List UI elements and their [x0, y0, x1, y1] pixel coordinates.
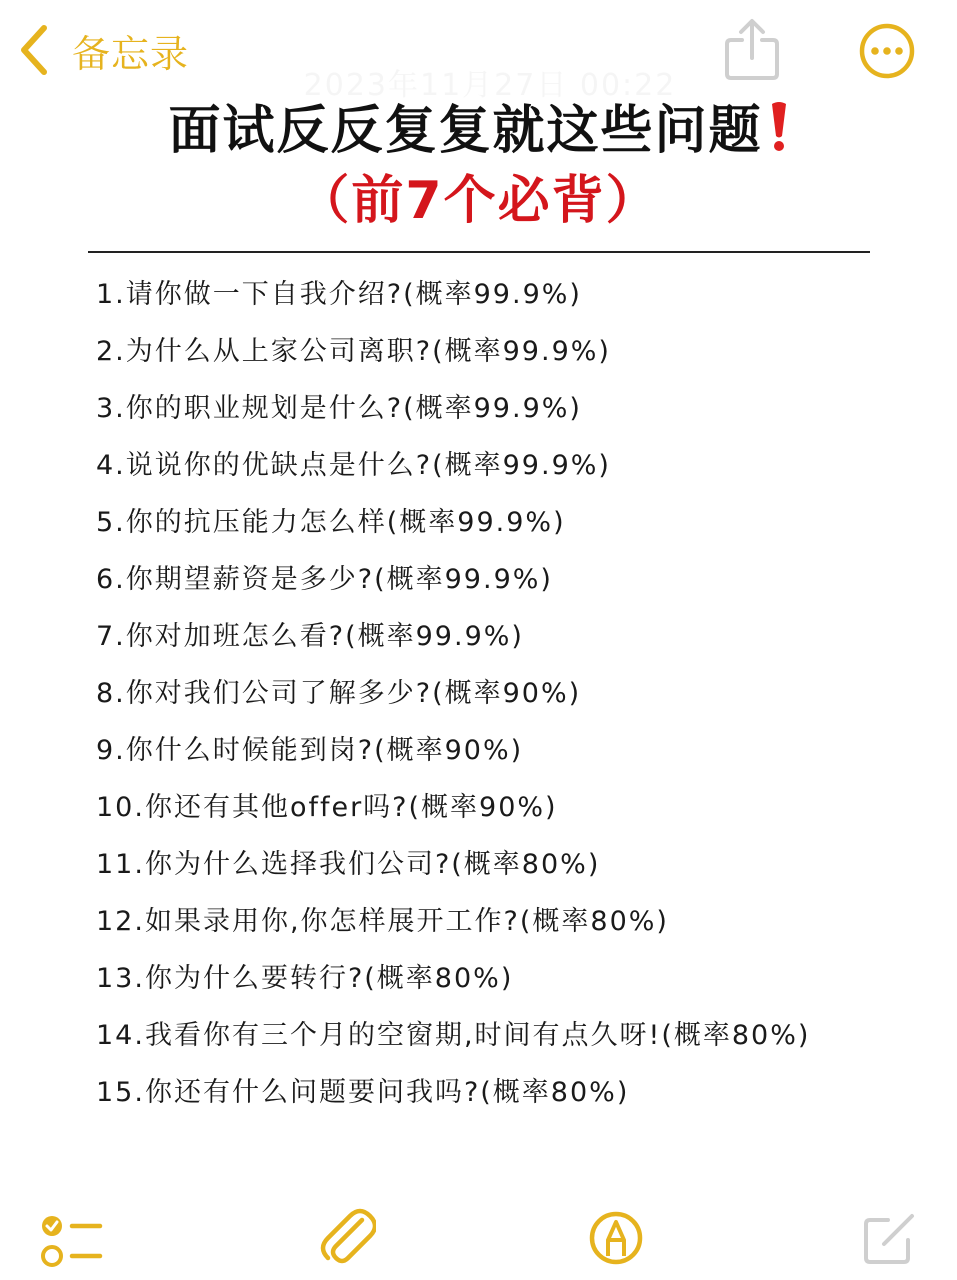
note-title: [0, 96, 957, 166]
question-item: 1.请你做一下自我介绍?(概率99.9%): [96, 279, 582, 310]
question-item: 5.你的抗压能力怎么样(概率99.9%): [96, 507, 566, 538]
chevron-left-icon: [18, 24, 50, 76]
question-item: 7.你对加班怎么看?(概率99.9%): [96, 621, 524, 652]
question-item: 14.我看你有三个月的空窗期,时间有点久呀!(概率80%): [96, 1020, 811, 1051]
back-button-label: 备忘录: [72, 31, 190, 76]
note-date: 2023年11月27日 00:22: [303, 68, 677, 103]
attachment-button[interactable]: [318, 1206, 376, 1270]
markup-pen-icon: [588, 1251, 644, 1270]
title-divider: [88, 251, 870, 253]
paperclip-icon: [318, 1255, 376, 1274]
question-item: 3.你的职业规划是什么?(概率99.9%): [96, 393, 582, 424]
question-list: [96, 270, 916, 1125]
checklist-icon: [38, 1255, 104, 1274]
question-item: 2.为什么从上家公司离职?(概率99.9%): [96, 336, 611, 367]
compose-icon: [860, 1253, 918, 1272]
question-item: 4.说说你的优缺点是什么?(概率99.9%): [96, 450, 611, 481]
share-button[interactable]: [722, 16, 782, 82]
note-title-text: 面试反反复复就这些问题: [168, 101, 763, 161]
exclamation-mark-icon: [769, 100, 789, 154]
note-subtitle: （前7个必背）: [297, 171, 660, 231]
bottom-toolbar: [0, 1196, 957, 1280]
question-item: 8.你对我们公司了解多少?(概率90%): [96, 678, 582, 709]
question-item: 15.你还有什么问题要问我吗?(概率80%): [96, 1077, 630, 1108]
question-item: 6.你期望薪资是多少?(概率99.9%): [96, 564, 553, 595]
back-button[interactable]: [18, 22, 189, 78]
question-item: 9.你什么时候能到岗?(概率90%): [96, 735, 524, 766]
compose-button[interactable]: [860, 1210, 918, 1268]
more-options-button[interactable]: [858, 22, 916, 80]
share-icon: [722, 67, 782, 86]
question-item: 10.你还有其他offer吗?(概率90%): [96, 792, 558, 823]
ellipsis-circle-icon: [858, 65, 916, 84]
navigation-bar: [0, 0, 957, 103]
checklist-button[interactable]: [38, 1212, 104, 1270]
question-item: 11.你为什么选择我们公司?(概率80%): [96, 849, 601, 880]
markup-button[interactable]: [588, 1210, 644, 1266]
question-item: 12.如果录用你,你怎样展开工作?(概率80%): [96, 906, 669, 937]
question-item: 13.你为什么要转行?(概率80%): [96, 963, 514, 994]
